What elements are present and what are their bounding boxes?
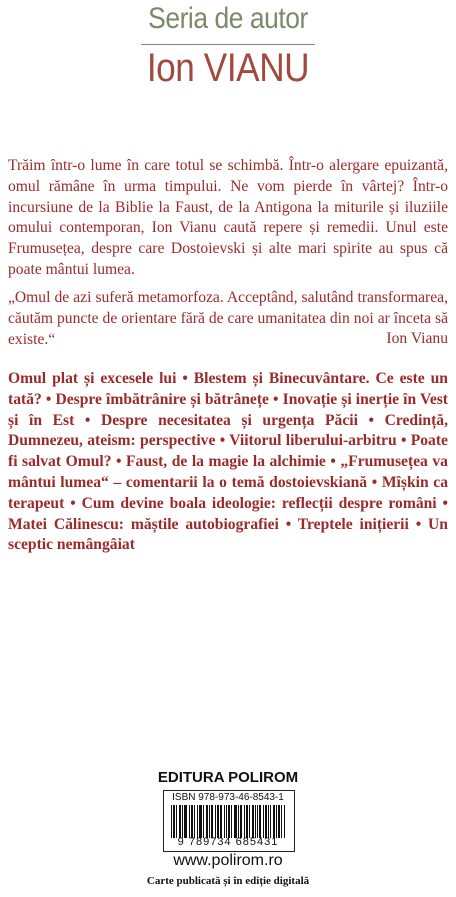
author-name: Ion VIANU — [146, 46, 310, 90]
topic-item: Inovație și inerție în Vest și în Est — [8, 390, 449, 429]
isbn-text: ISBN 978-973-46-8543-1 — [172, 792, 284, 803]
topic-item: Treptele inițierii — [297, 515, 409, 533]
barcode-bar — [176, 805, 177, 838]
barcode-bar — [218, 805, 219, 838]
barcode-bar — [211, 805, 212, 838]
barcode-bar — [252, 805, 253, 838]
topic-item: Faust, de la magie la alchimie — [126, 453, 326, 471]
barcode-bar — [244, 805, 245, 838]
barcode-bar — [201, 805, 202, 838]
topic-separator: • — [436, 494, 448, 512]
barcode-bar — [231, 805, 232, 838]
barcode-bar — [180, 805, 181, 838]
barcode-bar — [221, 805, 222, 838]
barcode-bar — [265, 805, 266, 838]
topic-separator: • — [278, 515, 298, 533]
barcode-bar — [199, 805, 200, 838]
barcode-bar — [240, 805, 241, 838]
barcode-bar — [206, 805, 207, 838]
topic-separator: • — [64, 494, 82, 512]
barcode-bar — [212, 805, 213, 838]
topic-separator: • — [74, 411, 101, 429]
topic-item: Viitorul liberului-arbitru — [229, 432, 397, 450]
barcode-bar — [171, 805, 172, 838]
barcode-bar — [270, 805, 271, 838]
barcode-bars — [171, 805, 285, 838]
barcode-bar — [186, 805, 187, 838]
topic-separator: • — [408, 515, 429, 533]
barcode-bar — [266, 805, 267, 838]
barcode-digits: 9 789734 685431 — [177, 836, 279, 848]
barcode-bar — [179, 805, 180, 838]
barcode-bar — [259, 805, 260, 838]
barcode-bar — [255, 805, 256, 838]
barcode-bar — [246, 805, 247, 838]
series-title: Seria de autor — [148, 2, 308, 35]
barcode-bar — [217, 805, 218, 838]
topic-item: Matei Călinescu: măștile autobiografiei — [8, 515, 279, 533]
publisher-name: EDITURA POLIROM — [157, 769, 299, 786]
topic-separator: • — [215, 432, 230, 450]
topic-item: Cum devine boala ideologie: reflecții despre români — [81, 494, 437, 512]
barcode-bar — [174, 805, 175, 838]
topic-separator: • — [41, 390, 56, 408]
barcode-bar — [274, 805, 275, 838]
barcode-bar — [235, 805, 236, 838]
intro-paragraph: Trăim într-o lume în care totul se schimbă. Într-o alergare epuizantă, omul rămâne în urma timpului. Ne vom pierde în vârtej? Într-o incursiune de la Biblie la Faust, de la Antigona la miturile și iluziile omului contemporan, Ion Vianu caută repere și remedii. Unul este Frumusețea, despre care Dostoievski și alte mari spirite au spus că poate mântui lumea. — [8, 157, 448, 278]
barcode-bar — [200, 805, 201, 838]
barcode-bar — [192, 805, 193, 838]
barcode-bar — [203, 805, 204, 838]
topic-separator: • — [357, 411, 385, 429]
topic-separator: • — [325, 453, 341, 471]
barcode-bar — [257, 805, 258, 838]
topic-item: Mîșkin ca terapeut — [8, 473, 449, 512]
barcode-bar — [228, 805, 229, 838]
topic-item: Despre îmbătrânire și bătrânețe — [55, 390, 269, 408]
barcode-bar — [191, 805, 192, 838]
barcode-bar — [268, 805, 269, 838]
barcode-bar — [238, 805, 239, 838]
topic-item: Credință, Dumnezeu, ateism: perspective — [8, 411, 448, 450]
barcode-bar — [273, 805, 274, 838]
barcode-bar — [281, 805, 282, 838]
topic-separator: • — [268, 390, 283, 408]
barcode-bar — [209, 805, 210, 838]
barcode-bar — [197, 805, 198, 838]
barcode-bar — [226, 805, 227, 838]
topic-item: Despre necesitatea și urgența Păcii — [100, 411, 358, 429]
barcode-bar — [260, 805, 261, 838]
barcode-bar — [224, 805, 225, 838]
topic-separator: • — [176, 370, 194, 387]
author-quote: „Omul de azi suferă metamorfoza. Acceptând, salutând transformarea, căutăm puncte de orientare fără de care umanitatea din noi ar înceta să existe.“ — [8, 289, 448, 348]
barcode-bar — [215, 805, 216, 838]
barcode-bar — [249, 805, 250, 838]
barcode-bar — [241, 805, 242, 838]
barcode-bar — [247, 805, 248, 838]
topic-item: Un sceptic nemângâiat — [8, 515, 448, 554]
topics-list — [8, 369, 448, 556]
topic-separator: • — [367, 473, 382, 491]
barcode-bar — [207, 805, 208, 838]
topic-item: Omul plat și excesele lui — [8, 370, 177, 387]
topic-item: „Frumusețea va mântui lumea“ – comentarii la o temă dostoievskiană — [8, 453, 448, 491]
barcode-bar — [229, 805, 230, 838]
barcode-bar — [220, 805, 221, 838]
barcode-bar — [276, 805, 277, 838]
barcode-bar — [189, 805, 190, 838]
barcode-bar — [182, 805, 183, 838]
barcode-bar — [236, 805, 237, 838]
quote-attribution: Ion Vianu — [386, 330, 448, 347]
topic-item: Blestem și Binecuvântare. Ce este un tată? — [8, 370, 448, 408]
barcode-bar — [284, 805, 285, 838]
barcode-bar — [185, 805, 186, 838]
barcode-bar — [173, 805, 174, 838]
barcode-bar — [253, 805, 254, 838]
barcode-bar — [278, 805, 279, 838]
topic-separator: • — [396, 432, 411, 450]
topic-item: Poate fi salvat Omul? — [8, 432, 448, 471]
barcode-bar — [279, 805, 280, 838]
barcode-bar — [263, 805, 264, 838]
barcode-bar — [234, 805, 235, 838]
publisher-website: www.polirom.ro — [173, 852, 283, 869]
digital-edition-note: Carte publicată și în ediție digitală — [146, 875, 310, 887]
topic-separator: • — [111, 453, 127, 471]
barcode-bar — [184, 805, 185, 838]
title-divider — [141, 44, 315, 45]
barcode-bar — [194, 805, 195, 838]
